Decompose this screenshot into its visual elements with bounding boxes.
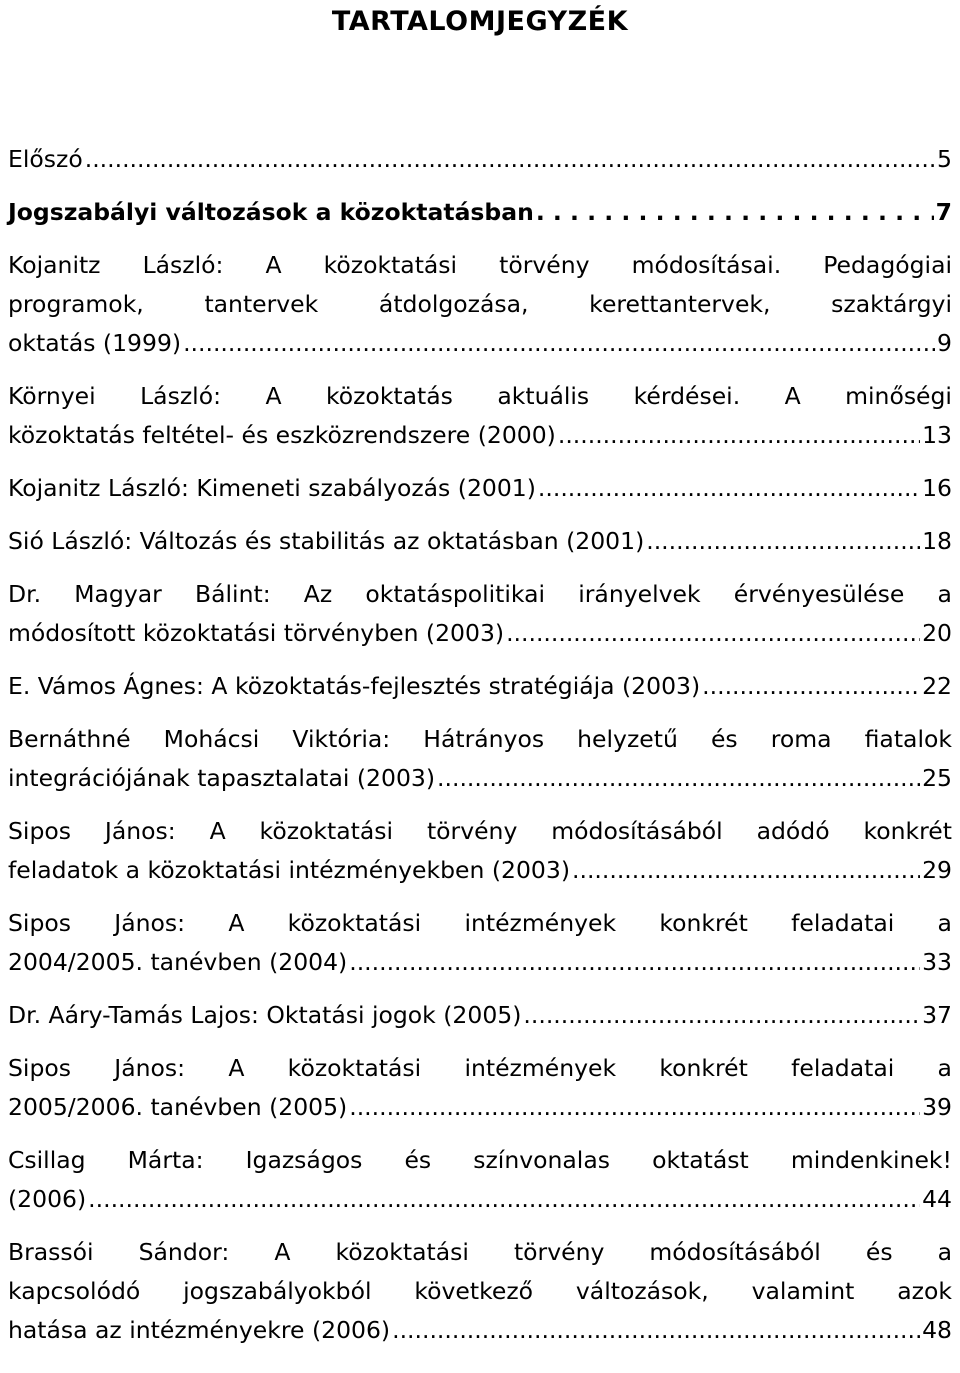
toc-entry [8,720,952,798]
leader-dots [437,759,920,798]
toc-entry [8,1141,952,1219]
toc-page-number: 39 [922,1093,952,1121]
toc-page-number: 13 [922,421,952,449]
toc-entry-line: Brassói Sándor: A közoktatási törvény módosításából és a [8,1238,952,1266]
toc-entry-text: 2004/2005. tanévben (2004) [8,948,348,976]
toc-entry [8,377,952,455]
toc-entry-text: E. Vámos Ágnes: A közoktatás-fejlesztés stratégiája (2003) [8,672,701,700]
toc-page-number: 22 [922,672,952,700]
toc-entry-line [8,140,952,179]
toc-entry [8,575,952,653]
toc-entry [8,667,952,706]
toc-entry-line: Sipos János: A közoktatási törvény módosításából adódó konkrét [8,817,952,845]
toc-entry-text: integrációjának tapasztalatai (2003) [8,764,436,792]
toc-entry-text: módosított közoktatási törvényben (2003) [8,619,505,647]
leader-dots [646,522,920,561]
toc-page-number: 29 [922,856,952,884]
toc-entry-line [8,1180,952,1219]
toc-entry-text: Előszó [8,145,83,173]
leader-dots [572,851,920,890]
toc-entry-line [8,522,952,561]
toc-entry-line [8,943,952,982]
toc-page-number: 44 [922,1185,952,1213]
toc-page-number: 33 [922,948,952,976]
toc-entry-line [8,193,952,232]
toc-list [8,140,952,1364]
toc-entry-line [8,996,952,1035]
toc-entry-line [8,416,952,455]
toc-entry-line: Környei László: A közoktatás aktuális kérdései. A minőségi [8,382,952,410]
toc-entry-line [8,759,952,798]
toc-page-number: 18 [922,527,952,555]
toc-entry-line: kapcsolódó jogszabályokból következő változások, valamint azok [8,1277,952,1305]
toc-entry [8,469,952,508]
toc-page-number: 16 [922,474,952,502]
toc-entry-line: Sipos János: A közoktatási intézmények konkrét feladatai a [8,1054,952,1082]
toc-entry-text: 2005/2006. tanévben (2005) [8,1093,348,1121]
toc-page-number: 20 [922,619,952,647]
toc-page-number: 25 [922,764,952,792]
toc-entry [8,1233,952,1350]
toc-entry-line: Kojanitz László: A közoktatási törvény módosításai. Pedagógiai [8,251,952,279]
toc-page-number: 5 [937,145,952,173]
toc-entry [8,904,952,982]
toc-entry [8,140,952,179]
toc-entry [8,522,952,561]
toc-entry [8,812,952,890]
toc-entry-line [8,469,952,508]
toc-entry-line [8,614,952,653]
toc-entry [8,193,952,232]
leader-dots [536,193,934,232]
leader-dots [523,996,920,1035]
toc-entry [8,246,952,363]
toc-entry-line [8,851,952,890]
toc-entry-text: Kojanitz László: Kimeneti szabályozás (2001) [8,474,536,502]
toc-entry [8,1049,952,1127]
toc-entry-text: Jogszabályi változások a közoktatásban [8,198,534,226]
toc-page-number: 9 [937,329,952,357]
toc-entry-line: Bernáthné Mohácsi Viktória: Hátrányos helyzetű és roma fiatalok [8,725,952,753]
leader-dots [392,1311,920,1350]
toc-entry-text: Dr. Aáry-Tamás Lajos: Oktatási jogok (2005) [8,1001,522,1029]
toc-entry-line [8,667,952,706]
toc-page-number: 48 [922,1316,952,1344]
leader-dots [349,1088,920,1127]
leader-dots [183,324,935,363]
toc-entry [8,996,952,1035]
toc-entry-text: oktatás (1999) [8,329,182,357]
leader-dots [85,140,935,179]
toc-entry-line: Csillag Márta: Igazságos és színvonalas oktatást mindenkinek! [8,1146,952,1174]
leader-dots [558,416,920,455]
leader-dots [88,1180,920,1219]
toc-page-number: 37 [922,1001,952,1029]
toc-entry-text: közoktatás feltétel- és eszközrendszere (2000) [8,421,556,449]
toc-entry-text: (2006) [8,1185,87,1213]
toc-entry-line [8,1088,952,1127]
toc-entry-line: Dr. Magyar Bálint: Az oktatáspolitikai irányelvek érvényesülése a [8,580,952,608]
leader-dots [702,667,920,706]
toc-entry-line: programok, tantervek átdolgozása, kerettantervek, szaktárgyi [8,290,952,318]
toc-entry-line [8,1311,952,1350]
toc-entry-line [8,324,952,363]
leader-dots [506,614,920,653]
toc-entry-text: Sió László: Változás és stabilitás az oktatásban (2001) [8,527,645,555]
leader-dots [349,943,920,982]
toc-entry-text: feladatok a közoktatási intézményekben (2003) [8,856,570,884]
leader-dots [538,469,920,508]
toc-page-number: 7 [935,198,952,226]
page-title: TARTALOMJEGYZÉK [331,6,629,37]
toc-entry-text: hatása az intézményekre (2006) [8,1316,391,1344]
toc-entry-line: Sipos János: A közoktatási intézmények konkrét feladatai a [8,909,952,937]
